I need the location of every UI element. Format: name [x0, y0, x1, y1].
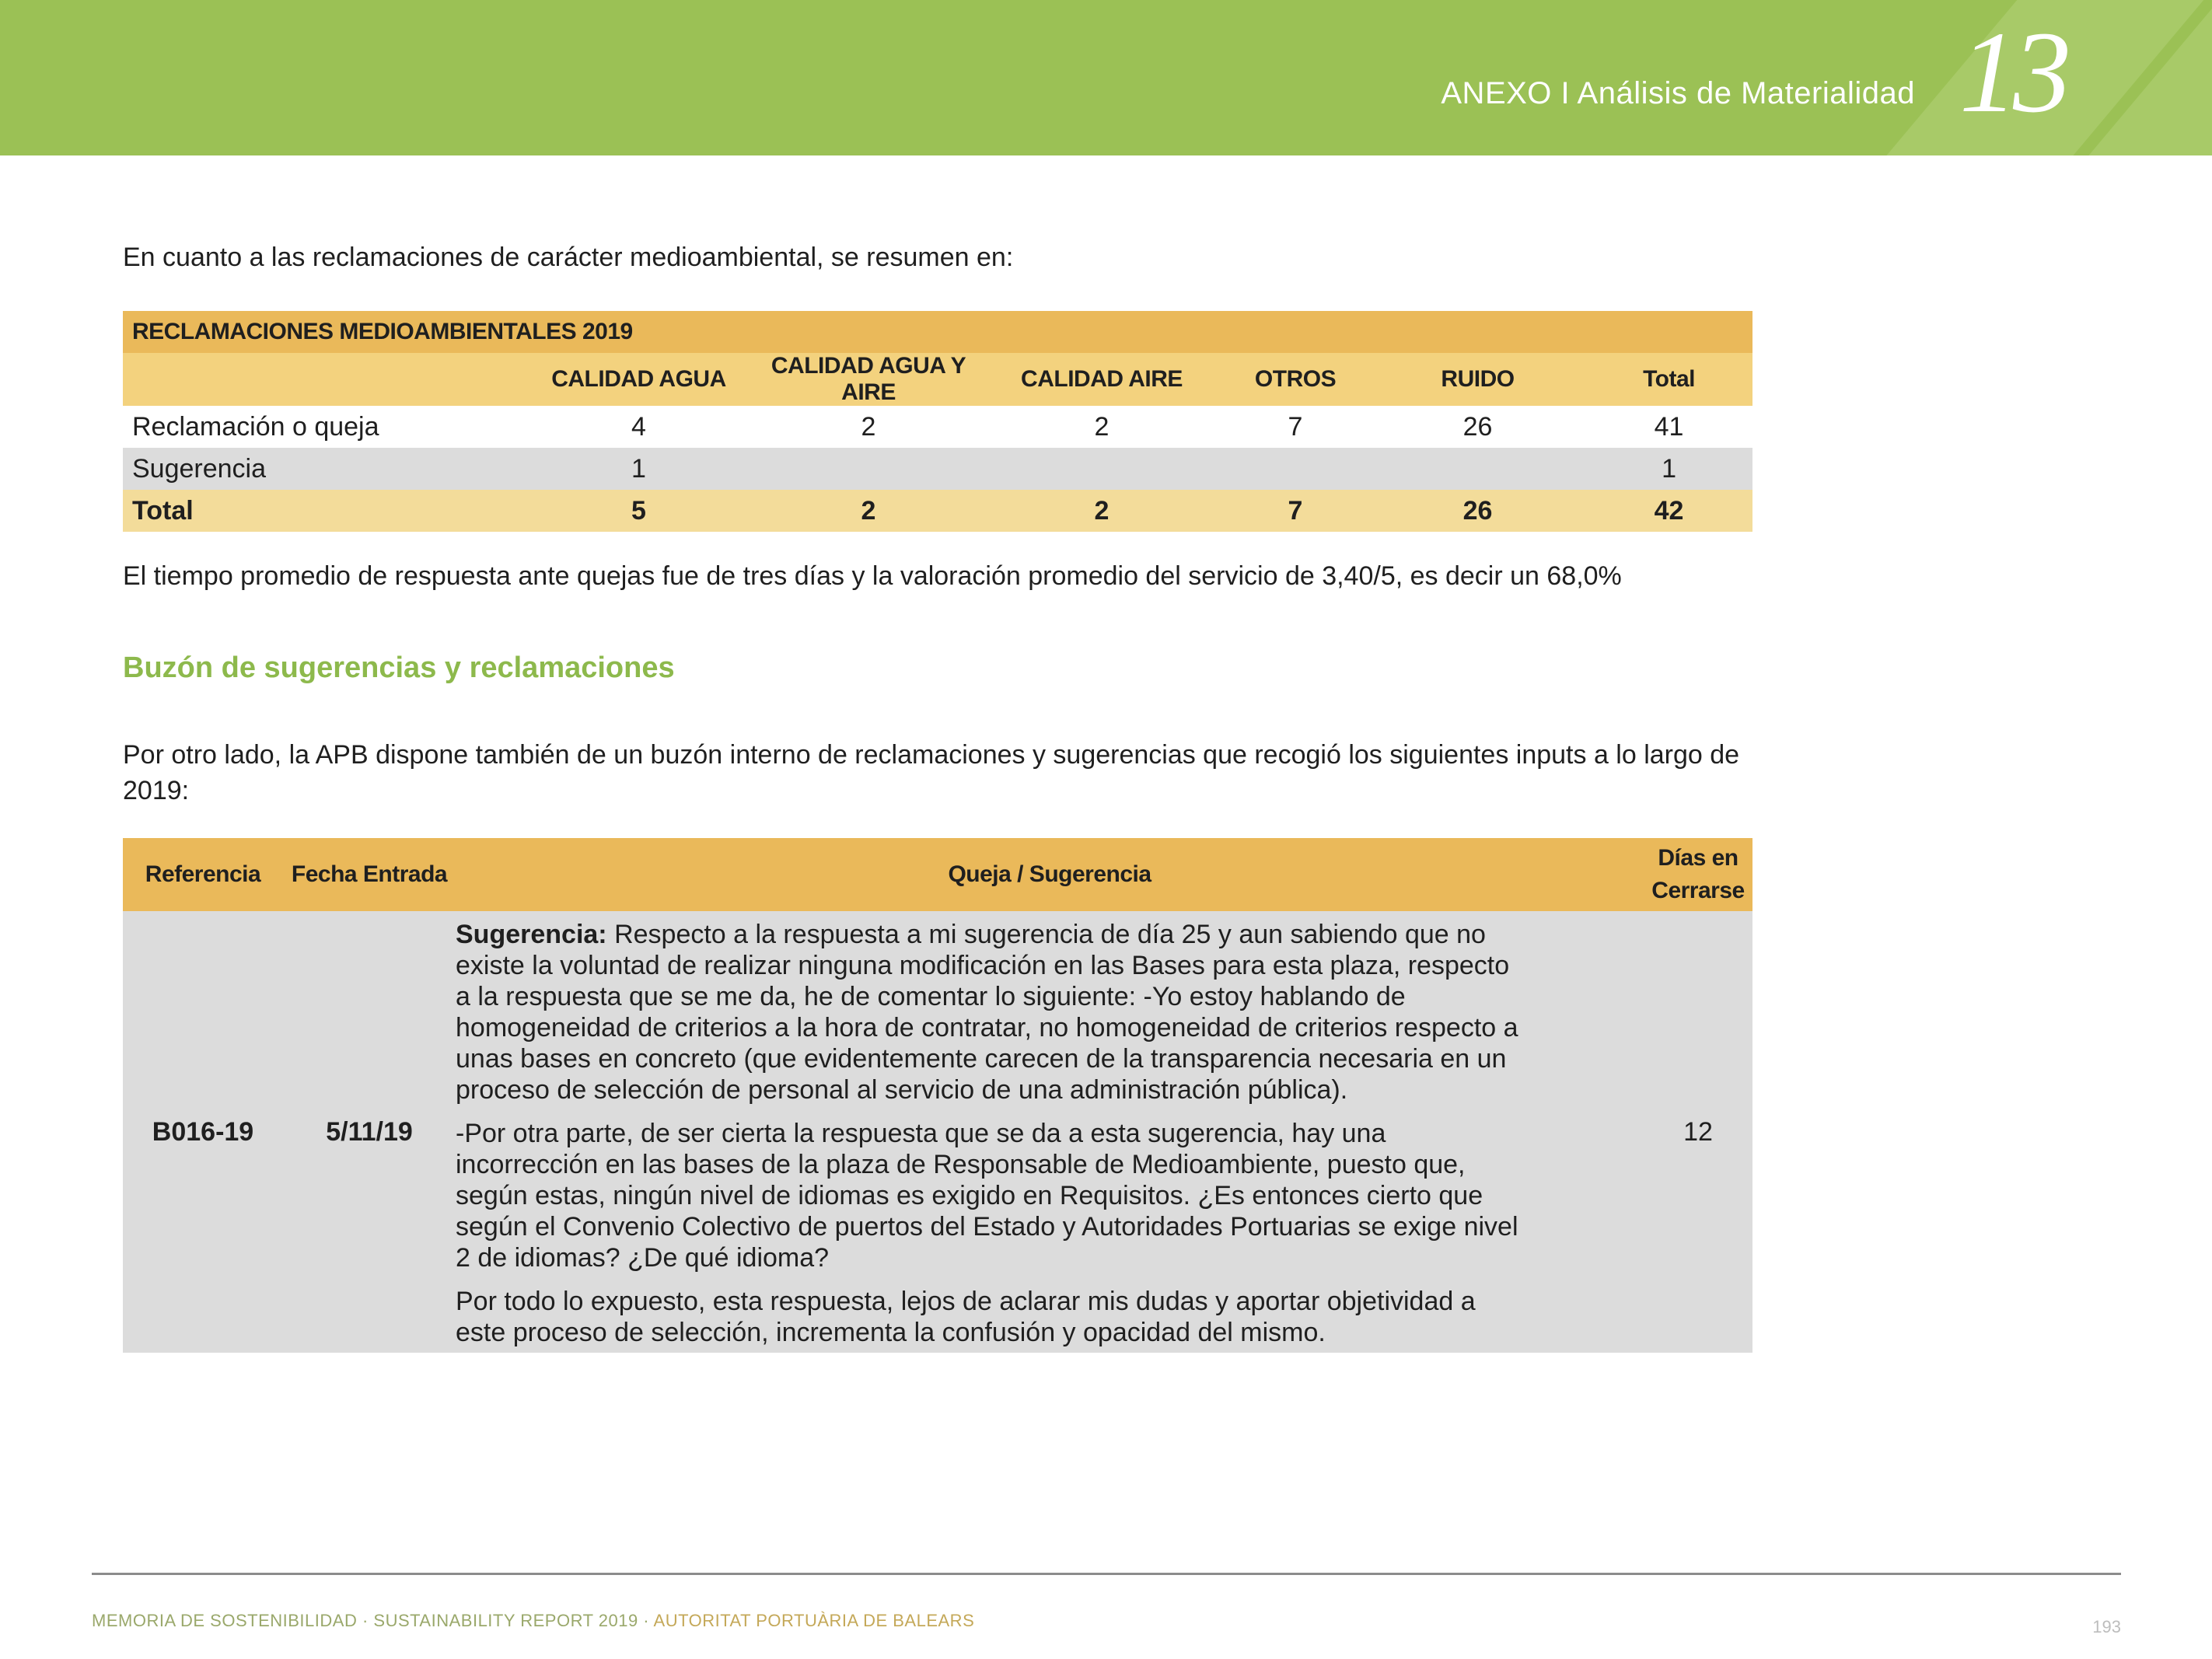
table-cell: 1 [523, 448, 754, 490]
row-label: Total [123, 490, 523, 532]
table-cell: 26 [1370, 406, 1585, 448]
reference-cell: B016-19 [123, 911, 283, 1353]
table-cell: 2 [754, 406, 983, 448]
description-paragraph: Por todo lo expuesto, esta respuesta, lejos de aclarar mis dudas y aportar objetividad a este proceso de selección, incrementa la confusión y opacidad del mismo. [456, 1287, 1476, 1347]
row-label: Sugerencia [123, 448, 523, 490]
description-cell [456, 911, 1644, 1353]
section-paragraph: Por otro lado, la APB dispone también de un buzón interno de reclamaciones y sugerencias que recogió los siguientes inputs a lo largo de 2019: [123, 740, 1740, 805]
column-header [123, 353, 523, 406]
table-cell: 2 [983, 406, 1221, 448]
table-cell: 26 [1370, 490, 1585, 532]
description-text: Respecto a la respuesta a mi sugerencia de día 25 y aun sabiendo que no existe la voluntad de realizar ninguna modificación en las Bases para esta plaza, respecto a la respuesta que se me da, he de comentar lo siguiente: -Yo estoy hablando de homogeneidad de criterios a la hora de contratar, no homogeneidad de criterios respecto a unas bases en concreto (que evidentemente carecen de la transparencia necesaria en un proceso de selección de personal al servicio de una administración pública). [456, 920, 1518, 1105]
table-total-row [123, 490, 1752, 532]
table-title-row [123, 311, 1752, 353]
table-header-row [123, 353, 1752, 406]
table-title: RECLAMACIONES MEDIOAMBIENTALES 2019 [123, 311, 1752, 353]
column-header: CALIDAD AGUA Y AIRE [754, 353, 983, 406]
column-header: CALIDAD AGUA [523, 353, 754, 406]
intro-text: En cuanto a las reclamaciones de carácter medioambiental, se resumen en: [123, 243, 1014, 272]
column-header-line: Cerrarse [1651, 878, 1745, 903]
chapter-title: ANEXO I Análisis de Materialidad [1441, 76, 1915, 110]
days-cell: 12 [1644, 911, 1752, 1353]
chapter-number: 13 [1959, 8, 2067, 137]
table-cell: 41 [1585, 406, 1752, 448]
column-header-line: Días en [1658, 845, 1738, 871]
table-cell: 7 [1221, 406, 1370, 448]
row-label: Reclamación o queja [123, 406, 523, 448]
column-header: CALIDAD AIRE [983, 353, 1221, 406]
reclamaciones-table [123, 311, 1752, 532]
column-header: Queja / Sugerencia [456, 838, 1644, 911]
suggestion-label: Sugerencia: [456, 920, 607, 949]
table-row [123, 448, 1752, 490]
footer-report-title: MEMORIA DE SOSTENIBILIDAD · SUSTAINABILITY REPORT 2019 · [92, 1611, 654, 1630]
column-header: Total [1585, 353, 1752, 406]
table-cell: 2 [983, 490, 1221, 532]
column-header [1644, 838, 1752, 911]
table-cell: 4 [523, 406, 754, 448]
footer-divider [92, 1573, 2121, 1575]
footer-text [92, 1611, 974, 1631]
description-paragraph: -Por otra parte, de ser cierta la respuesta que se da a esta sugerencia, hay una incorrección en las bases de la plaza de Responsable de Medioambiente, puesto que, según estas, ningún nivel de idiomas es exigido en Requisitos. ¿Es entonces cierto que según el Convenio Colectivo de puertos del Estado y Autoridades Portuarias se exige nivel 2 de idiomas? ¿De qué idioma? [456, 1119, 1518, 1273]
table-cell [1370, 448, 1585, 490]
table-cell [983, 448, 1221, 490]
table-cell: 42 [1585, 490, 1752, 532]
table-cell: 7 [1221, 490, 1370, 532]
table-header-row [123, 838, 1752, 911]
buzon-table [123, 838, 1752, 1353]
table-cell: 2 [754, 490, 983, 532]
page-header [0, 0, 2212, 155]
column-header: OTROS [1221, 353, 1370, 406]
section-heading: Buzón de sugerencias y reclamaciones [123, 651, 675, 684]
page-number: 193 [2092, 1617, 2121, 1636]
table-cell: 1 [1585, 448, 1752, 490]
column-header: RUIDO [1370, 353, 1585, 406]
table-cell [1221, 448, 1370, 490]
column-header: Fecha Entrada [283, 838, 456, 911]
description-paragraph [456, 919, 1527, 1105]
table-cell: 5 [523, 490, 754, 532]
summary-text: El tiempo promedio de respuesta ante quejas fue de tres días y la valoración promedio del servicio de 3,40/5, es decir un 68,0% [123, 561, 1622, 591]
column-header: Referencia [123, 838, 283, 911]
table-cell [754, 448, 983, 490]
table-row [123, 911, 1752, 1353]
table-row [123, 406, 1752, 448]
date-cell: 5/11/19 [283, 911, 456, 1353]
footer-organization: AUTORITAT PORTUÀRIA DE BALEARS [653, 1611, 975, 1630]
